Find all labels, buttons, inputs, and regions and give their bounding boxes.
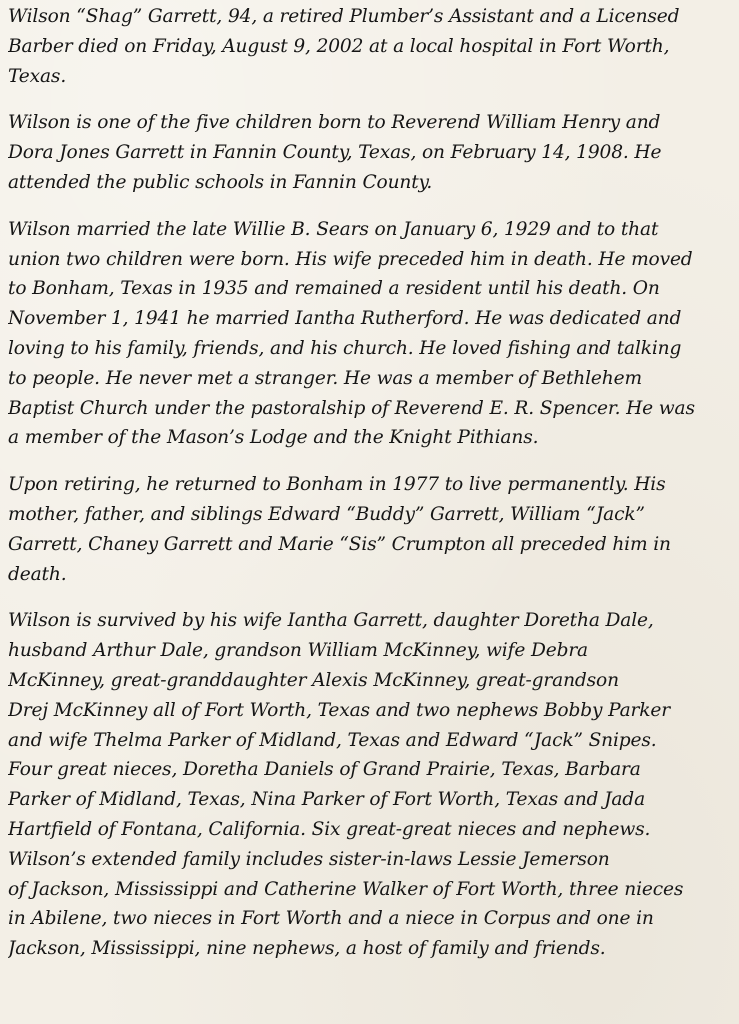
text-line: a member of the Mason’s Lodge and the Knight Pithians.: [8, 427, 539, 449]
paragraph-gap: [8, 91, 735, 108]
paragraph-gap: [8, 589, 735, 606]
text-line: Texas.: [8, 65, 67, 87]
text-line: Upon retiring, he returned to Bonham in 1977 to live permanently. His: [8, 474, 666, 496]
text-line: Barber died on Friday, August 9, 2002 at a local hospital in Fort Worth,: [8, 35, 670, 57]
paragraph-introduction: [8, 2, 735, 91]
text-line: attended the public schools in Fannin County.: [8, 171, 433, 193]
text-line: Wilson married the late Willie B. Sears on January 6, 1929 and to that: [8, 218, 659, 240]
text-line: Four great nieces, Doretha Daniels of Grand Prairie, Texas, Barbara: [8, 759, 641, 781]
text-line: Hartfield of Fontana, California. Six great-great nieces and nephews.: [8, 818, 651, 840]
text-line: and wife Thelma Parker of Midland, Texas and Edward “Jack” Snipes.: [8, 729, 657, 751]
text-line: McKinney, great-granddaughter Alexis McKinney, great-grandson: [8, 669, 619, 691]
text-line: Dora Jones Garrett in Fannin County, Texas, on February 14, 1908. He: [8, 142, 662, 164]
text-line: union two children were born. His wife preceded him in death. He moved: [8, 248, 693, 270]
text-line: Jackson, Mississippi, nine nephews, a host of family and friends.: [8, 938, 606, 960]
paragraph-survivors: [8, 606, 735, 964]
text-line: Parker of Midland, Texas, Nina Parker of Fort Worth, Texas and Jada: [8, 789, 645, 811]
text-line: loving to his family, friends, and his church. He loved fishing and talking: [8, 337, 682, 359]
text-line: Wilson “Shag” Garrett, 94, a retired Plumber’s Assistant and a Licensed: [8, 6, 680, 27]
paragraph-gap: [8, 198, 735, 215]
text-line: to Bonham, Texas in 1935 and remained a resident until his death. On: [8, 278, 660, 300]
text-line: Wilson’s extended family includes sister-in-laws Lessie Jemerson: [8, 848, 610, 870]
text-line: husband Arthur Dale, grandson William McKinney, wife Debra: [8, 640, 588, 662]
text-line: of Jackson, Mississippi and Catherine Walker of Fort Worth, three nieces: [8, 878, 684, 900]
paragraph-retirement: [8, 470, 735, 589]
text-line: mother, father, and siblings Edward “Buddy” Garrett, William “Jack”: [8, 503, 645, 525]
paragraph-early-life: [8, 108, 735, 197]
text-line: to people. He never met a stranger. He was a member of Bethlehem: [8, 367, 642, 389]
paragraph-gap: [8, 453, 735, 470]
text-line: Garrett, Chaney Garrett and Marie “Sis” Crumpton all preceded him in: [8, 533, 671, 555]
text-line: in Abilene, two nieces in Fort Worth and a niece in Corpus and one in: [8, 908, 654, 930]
text-line: Wilson is one of the five children born to Reverend William Henry and: [8, 112, 661, 134]
text-line: November 1, 1941 he married Iantha Rutherford. He was dedicated and: [8, 308, 682, 330]
text-line: Wilson is survived by his wife Iantha Garrett, daughter Doretha Dale,: [8, 610, 654, 632]
text-line: death.: [8, 563, 67, 585]
text-line: Drej McKinney all of Fort Worth, Texas and two nephews Bobby Parker: [8, 699, 670, 721]
paragraph-marriage: [8, 215, 735, 453]
text-line: Baptist Church under the pastoralship of Reverend E. R. Spencer. He was: [8, 397, 695, 419]
